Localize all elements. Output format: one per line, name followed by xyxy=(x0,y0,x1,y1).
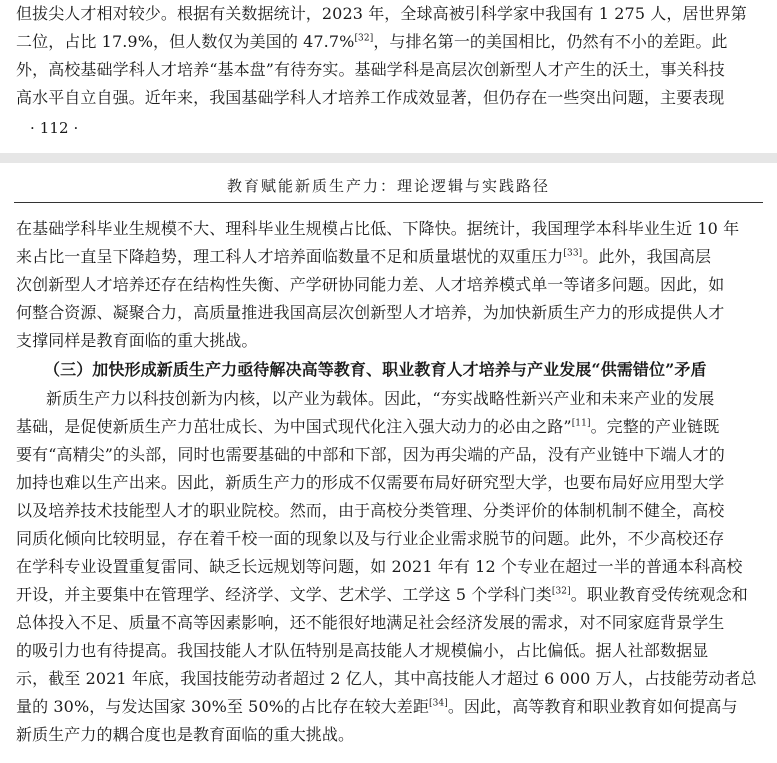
section-heading: （三）加快形成新质生产力亟待解决高等教育、职业教育人才培养与产业发展“供需错位”矛盾 xyxy=(44,360,707,379)
text-line: 基础，是促使新质生产力茁壮成长、为中国式现代化注入强大动力的必由之路”[11]。完整的产业链既 xyxy=(16,417,720,436)
text-line: 次创新型人才培养还存在结构性失衡、产学研协同能力差、人才培养模式单一等诸多问题。因此，如 xyxy=(16,275,725,294)
running-header: 教育赋能新质生产力：理论逻辑与实践路径 xyxy=(226,177,550,195)
text-line: 高水平自立自强。近年来，我国基础学科人才培养工作成效显著，但仍存在一些突出问题，主要表现 xyxy=(16,88,725,107)
text-line: 在学科专业设置重复雷同、缺乏长远规划等问题，如 2021 年有 12 个专业在超过一半的普通本科高校 xyxy=(16,557,743,576)
header-rule xyxy=(14,202,763,203)
citation-ref[interactable]: [11] xyxy=(571,418,591,429)
text-line: 同质化倾向比较明显，存在着千校一面的现象以及与行业企业需求脱节的问题。此外，不少高校还存 xyxy=(16,529,725,548)
citation-ref[interactable]: [32] xyxy=(551,586,571,597)
page-number: · 112 · xyxy=(30,119,79,137)
text-line: 要有“高精尖”的头部，同时也需要基础的中部和下部，因为再尖端的产品，没有产业链中下端人才的 xyxy=(16,445,725,464)
text-line: 二位，占比 17.9%，但人数仅为美国的 47.7%[32]，与排名第一的美国相比，仍然有不小的差距。此 xyxy=(16,32,728,51)
text-line: 在基础学科毕业生规模不大、理科毕业生规模占比低、下降快。据统计，我国理学本科毕业生近 10 年 xyxy=(16,219,740,238)
text-line: 总体投入不足、质量不高等因素影响，还不能很好地满足社会经济发展的需求，对不同家庭背景学生 xyxy=(16,613,725,632)
text-line: 新质生产力的耦合度也是教育面临的重大挑战。 xyxy=(16,725,355,744)
text-line: 但拔尖人才相对较少。根据有关数据统计，2023 年，全球高被引科学家中我国有 1 275 人，居世界第 xyxy=(16,4,747,23)
citation-ref[interactable]: [32] xyxy=(354,33,374,44)
text-line: 新质生产力以科技创新为内核，以产业为载体。因此，“夯实战略性新兴产业和未来产业的发展 xyxy=(46,389,715,408)
text-line: 加持也难以生产出来。因此，新质生产力的形成不仅需要布局好研究型大学，也要布局好应用型大学 xyxy=(16,473,725,492)
citation-ref[interactable]: [34] xyxy=(428,698,448,709)
page-separator xyxy=(0,153,777,163)
text-line: 的吸引力也有待提高。我国技能人才队伍特别是高技能人才规模偏小，占比偏低。据人社部数据显 xyxy=(16,641,709,660)
text-line: 开设，并主要集中在管理学、经济学、文学、艺术学、工学这 5 个学科门类[32]。职业教育受传统观念和 xyxy=(16,585,748,604)
previous-page-bottom xyxy=(0,0,777,153)
text-line: 外，高校基础学科人才培养“基本盘”有待夯实。基础学科是高层次创新型人才产生的沃土，事关科技 xyxy=(16,60,725,79)
text-line: 以及培养技术技能型人才的职业院校。然而，由于高校分类管理、分类评价的体制机制不健全，高校 xyxy=(16,501,725,520)
text-line: 量的 30%，与发达国家 30%至 50%的占比存在较大差距[34]。因此，高等教育和职业教育如何提高与 xyxy=(16,697,738,716)
text-line: 示，截至 2021 年底，我国技能劳动者超过 2 亿人，其中高技能人才超过 6 000 万人，占技能劳动者总 xyxy=(16,669,757,688)
text-line: 来占比一直呈下降趋势，理工科人才培养面临数量不足和质量堪忧的双重压力[33]。此外，我国高层 xyxy=(16,247,712,266)
current-page-top xyxy=(0,163,777,763)
citation-ref[interactable]: [33] xyxy=(563,248,583,259)
text-line: 何整合资源、凝聚合力，高质量推进我国高层次创新型人才培养，为加快新质生产力的形成提供人才 xyxy=(16,303,725,322)
text-line: 支撑同样是教育面临的重大挑战。 xyxy=(16,331,258,350)
